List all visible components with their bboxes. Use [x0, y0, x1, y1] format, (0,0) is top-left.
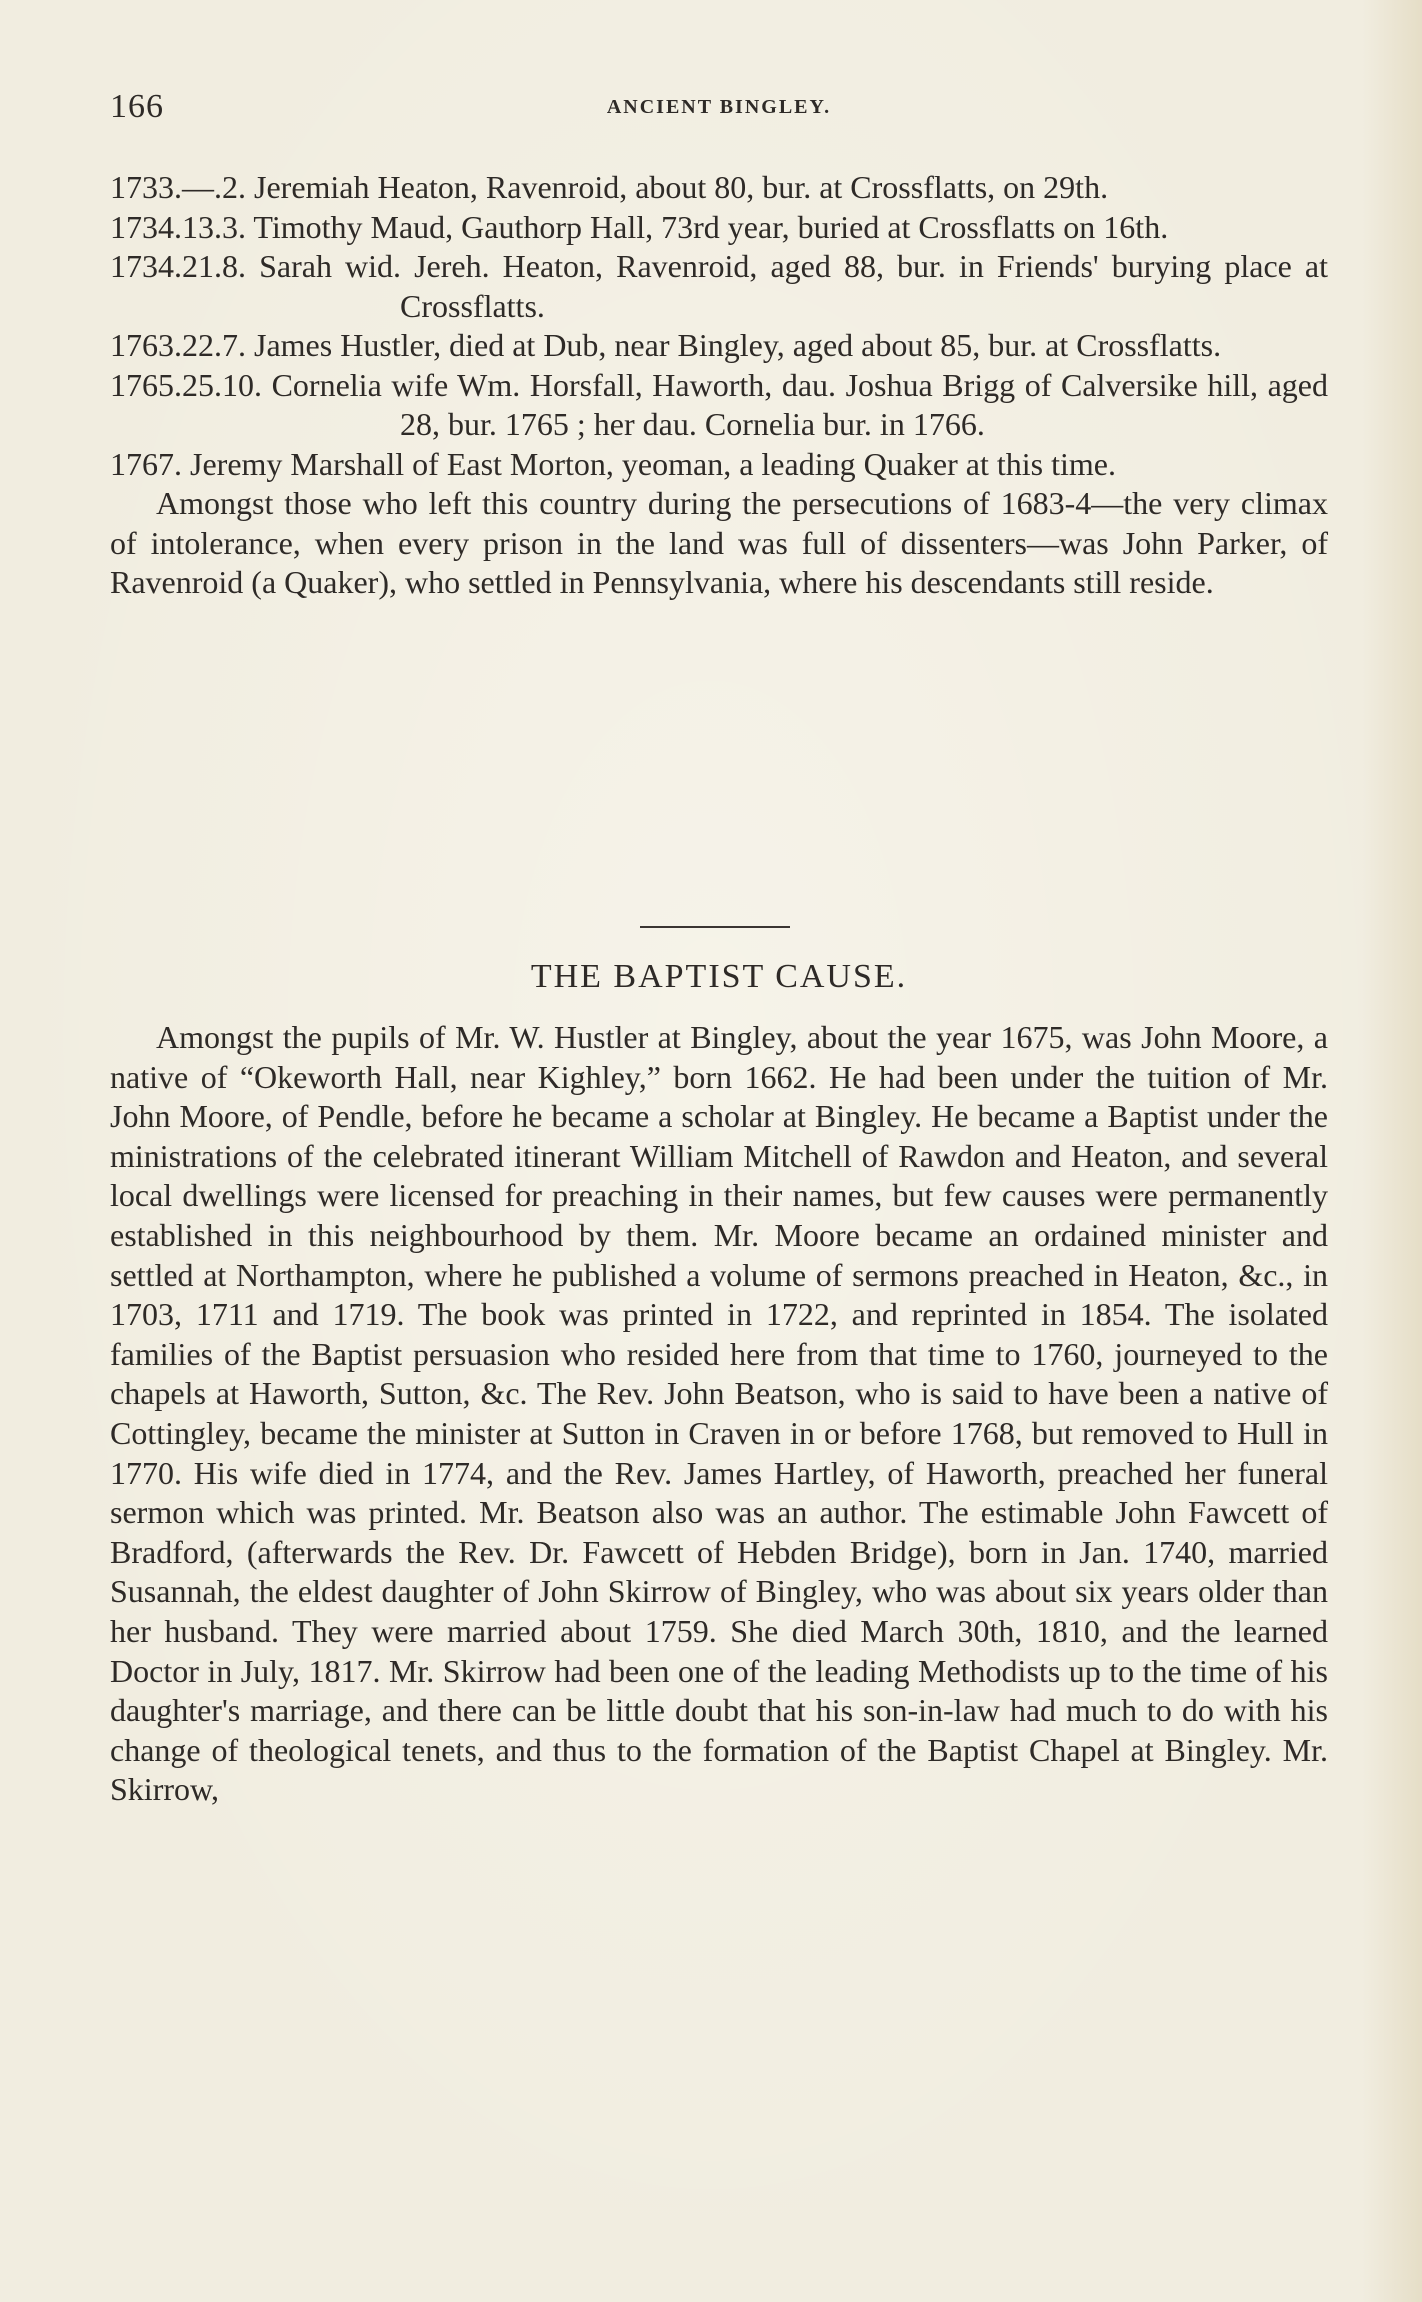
page-edge-shading	[1362, 0, 1422, 2302]
section-body	[110, 1018, 1328, 1810]
entry-text: Jeremy Marshall of East Morton, yeoman, a leading Quaker at this time.	[190, 445, 1116, 482]
closing-paragraph: Amongst those who left this country during the persecutions of 1683-4—the very climax of intolerance, when every prison in the land was full of dissenters—was John Parker, of Ravenroid (a Quaker), who settled in Pennsylvania, where his descendants still reside.	[110, 485, 1328, 600]
entry-text: Timothy Maud, Gauthorp Hall, 73rd year, buried at Crossflatts on 16th.	[253, 208, 1169, 245]
entry-text: Sarah wid. Jereh. Heaton, Ravenroid, aged 88, bur. in Friends' burying place at Crossflatts.	[259, 248, 1329, 324]
entry	[110, 326, 1328, 366]
entry-date: 1767.	[110, 445, 182, 482]
section-heading: THE BAPTIST CAUSE.	[530, 958, 908, 995]
entry	[110, 208, 1328, 248]
entry-date: 1763.22.7.	[110, 327, 246, 363]
entry	[110, 366, 1328, 445]
entry	[110, 247, 1328, 326]
page-header	[110, 88, 1328, 138]
body-paragraph: Amongst the pupils of Mr. W. Hustler at Bingley, about the year 1675, was John Moore, a native of “Okeworth Hall, near Kighley,” born 1662. He had been under the tuition of Mr. John Moore, of Pendle, before he became a scholar at Bingley. He became a Baptist under the ministrations of the celebrated itinerant William Mitchell of Rawdon and Heaton, and several local dwellings were licensed for preaching in their names, but few causes were permanently established in this neighbourhood by them. Mr. Moore became an ordained minister and settled at Northampton, where he published a volume of sermons preached in Heaton, &c., in 1703, 1711 and 1719. The book was printed in 1722, and reprinted in 1854. The isolated families of the Baptist persuasion who resided here from that time to 1760, journeyed to the chapels at Haworth, Sutton, &c. The Rev. John Beatson, who is said to have been a native of Cottingley, became the minister at Sutton in Craven in or before 1768, but removed to Hull in 1770. His wife died in 1774, and the Rev. James Hartley, of Haworth, preached her funeral sermon which was printed. Mr. Beatson also was an author. The estimable John Fawcett of Bradford, (afterwards the Rev. Dr. Fawcett of Hebden Bridge), born in Jan. 1740, married Susannah, the eldest daughter of John Skirrow of Bingley, who was about six years older than her husband. They were married about 1759. She died March 30th, 1810, and the learned Doctor in July, 1817. Mr. Skirrow had been one of the leading Methodists up to the time of his daughter's marriage, and there can be little doubt that his son-in-law had much to do with his change of theological tenets, and thus to the formation of the Baptist Chapel at Bingley. Mr. Skirrow,	[110, 1019, 1328, 1808]
entry-text: Cornelia wife Wm. Horsfall, Haworth, dau. Joshua Brigg of Calversike hill, aged 28, bur. 1765 ; her dau. Cornelia bur. in 1766.	[271, 366, 1329, 442]
running-title: ANCIENT BINGLEY.	[606, 96, 832, 118]
section-divider	[640, 926, 790, 928]
entry-date: 1734.21.8.	[110, 248, 246, 284]
entry	[110, 445, 1328, 485]
page-number: 166	[110, 88, 164, 125]
entry-date: 1734.13.3.	[110, 208, 246, 245]
entry-date: 1733.—.2.	[110, 169, 246, 205]
burial-entries	[110, 168, 1328, 603]
entry-text: James Hustler, died at Dub, near Bingley, aged about 85, bur. at Crossflatts.	[254, 327, 1222, 363]
entry-text: Jeremiah Heaton, Ravenroid, about 80, bur. at Crossflatts, on 29th.	[254, 169, 1109, 205]
entry-date: 1765.25.10.	[110, 366, 262, 403]
entry	[110, 168, 1328, 208]
